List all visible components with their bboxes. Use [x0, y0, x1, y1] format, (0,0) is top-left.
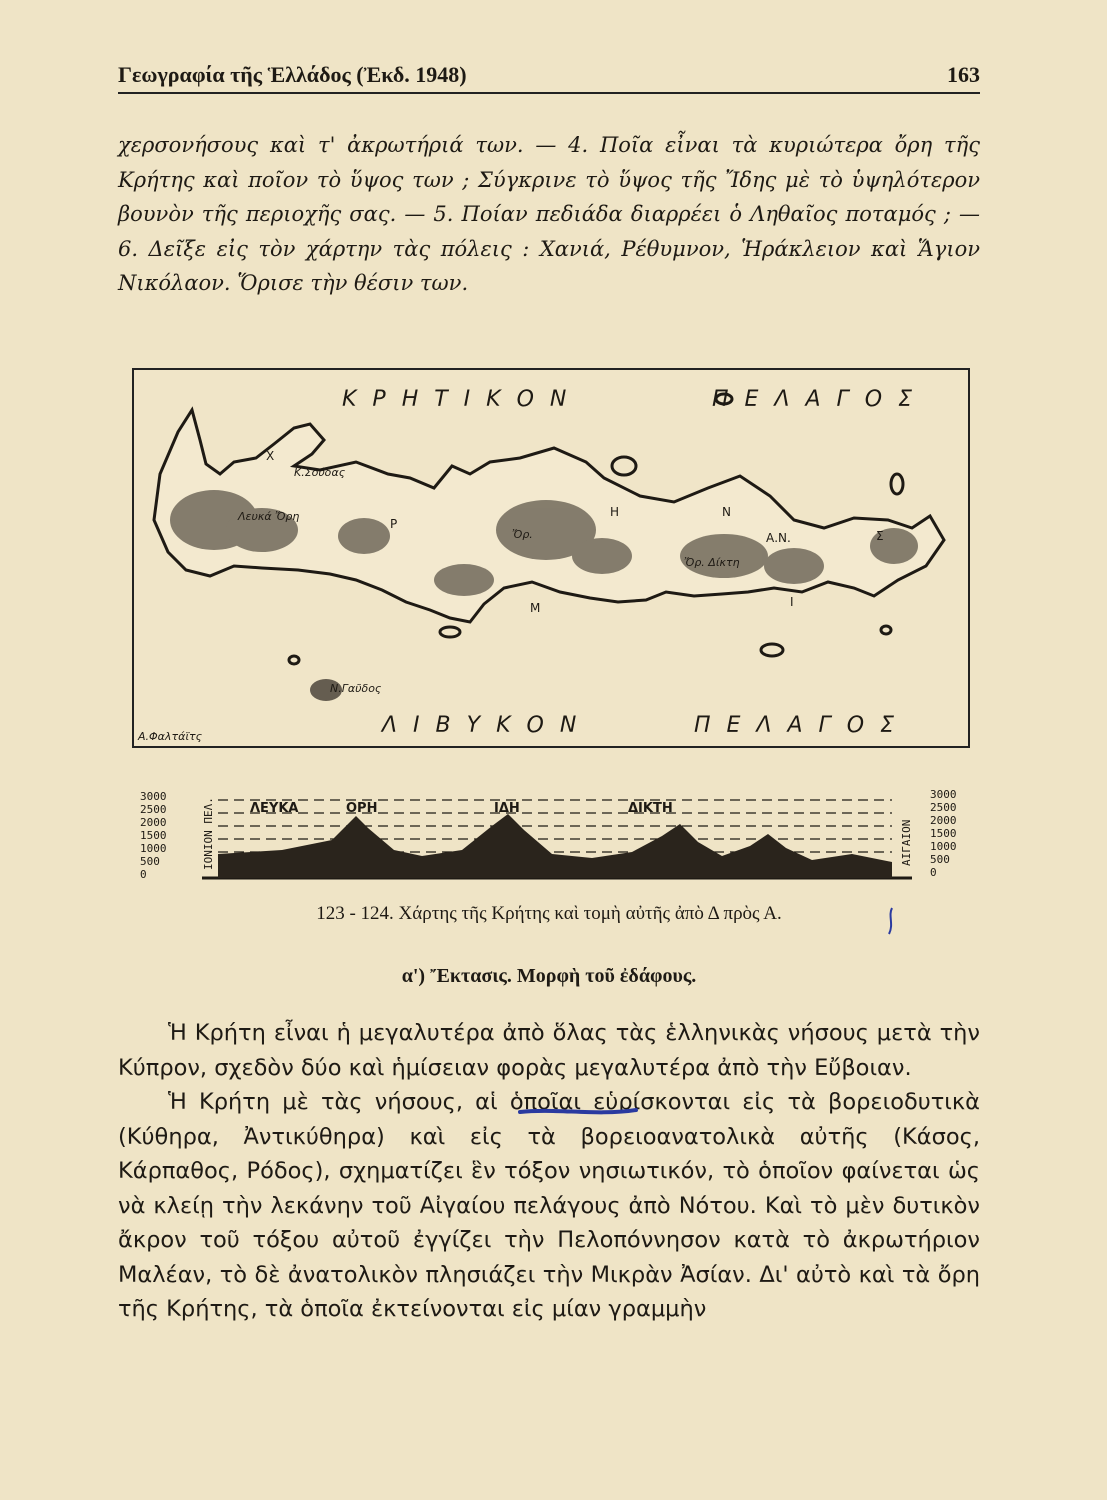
figure-caption: 123 - 124. Χάρτης τῆς Κρήτης καὶ τομὴ αὐτῆς ἀπὸ Δ πρὸς Α.	[316, 903, 782, 924]
label-lefka-ori: Λευκά Ὄρη	[238, 510, 300, 523]
pen-underline-mark	[516, 1104, 640, 1118]
left-scale	[140, 790, 215, 881]
pen-margin-mark	[884, 906, 898, 936]
town-moires: Μ	[530, 601, 541, 615]
page-header	[118, 56, 980, 94]
left-tick-1500: 1500	[140, 829, 167, 842]
town-agios-nikolaos: Α.Ν.	[766, 531, 791, 545]
town-chania: Χ	[266, 449, 275, 463]
left-tick-0: 0	[140, 868, 147, 881]
elevation-profile	[132, 770, 966, 892]
right-tick-3000: 3000	[930, 788, 957, 801]
right-tick-1000: 1000	[930, 840, 957, 853]
page-number: 163	[947, 62, 980, 87]
map-artist-signature: Α.Φαλτάϊτς	[138, 730, 203, 743]
sea-label-north: ΚΡΗΤΙΚΟΝ	[342, 387, 583, 412]
peak-label-idi: ΙΔΗ	[494, 801, 520, 816]
label-ida: Ὄρ.	[512, 528, 533, 541]
town-neapoli: Ν	[722, 505, 731, 519]
town-ierapetra: Ι	[790, 595, 794, 609]
left-sea-label: ΙΟΝΙΟΝ ΠΕΛ.	[202, 797, 215, 870]
map-drawing	[134, 370, 968, 746]
peak-label-ori: ΟΡΗ	[346, 801, 378, 816]
review-questions: χερσονήσους καὶ τ' ἀκρωτήριά των. — 4. Ποῖα εἶναι τὰ κυριώτερα ὄρη τῆς Κρήτης καὶ ποῖον τὸ ὕψος των ; Σύγκρινε τὸ ὕψος τῆς Ἴδης μὲ τὸ ὑψηλότερον βουνὸν τῆς περιοχῆς σας. — 5. Ποίαν πεδιάδα διαρρέει ὁ Ληθαῖος ποταμός ; — 6. Δεῖξε εἰς τὸν χάρτην τὰς πόλεις : Χανιά, Ρέθυμνον, Ἡράκλειον καὶ Ἅγιον Νικόλαον. Ὅρισε τὴν θέσιν των.	[118, 133, 980, 295]
profile-drawing	[132, 770, 966, 892]
sea-label-south: ΛΙΒΥΚΟΝ	[382, 713, 593, 738]
paragraph-1: Ἡ Κρήτη εἶναι ἡ μεγαλυτέρα ἀπὸ ὅλας τὰς ἑλληνικὰς νήσους μετὰ τὴν Κύπρον, σχεδὸν δύο καὶ ἡμίσειαν φορὰς μεγαλυτέρα ἀπὸ τὴν Εὔβοιαν.	[118, 1020, 980, 1081]
town-sitia: Σ	[876, 529, 884, 543]
crete-map	[132, 368, 970, 748]
right-sea-label: ΑΙΓΑΙΟΝ	[900, 819, 913, 866]
sea-label-south-2: ΠΕΛΑΓΟΣ	[694, 713, 911, 738]
left-tick-3000: 3000	[140, 790, 167, 803]
town-heraklion: Η	[610, 505, 620, 519]
right-tick-0: 0	[930, 866, 937, 879]
right-tick-2000: 2000	[930, 814, 957, 827]
sea-label-north-2: ΠΕΛΑΓΟΣ	[712, 387, 929, 412]
left-tick-1000: 1000	[140, 842, 167, 855]
town-rethymno: Ρ	[390, 517, 398, 531]
right-tick-500: 500	[930, 853, 950, 866]
peak-label-dikti: ΔΙΚΤΗ	[628, 801, 673, 816]
right-scale	[900, 788, 957, 879]
paragraph-2: Ἡ Κρήτη μὲ τὰς νήσους, αἱ ὁποῖαι εὑρίσκονται εἰς τὰ βορειοδυτικὰ (Κύθηρα, Ἀντικύθηρα) καὶ εἰς τὰ βορειοανατολικὰ αὐτῆς (Κάσος, Κάρπαθος, Ρόδος), σχηματίζει ἓν τόξον νησιωτικόν, τὸ ὁποῖον φαίνεται ὡς νὰ κλείῃ τὴν λεκάνην τοῦ Αἰγαίου πελάγους ἀπὸ Νότου. Καὶ τὸ μὲν δυτικὸν ἄκρον τοῦ τόξου αὐτοῦ ἐγγίζει τὴν Πελοπόννησον κατὰ τὸ ἀκρωτήριον Μαλέαν, τὸ δὲ ἀνατολικὸν πλησιάζει τὴν Μικρὰν Ἀσίαν. Δι' αὐτὸ καὶ τὰ ὄρη τῆς Κρήτης, τὰ ὁποῖα ἐκτείνονται εἰς μίαν γραμμὴν	[118, 1089, 980, 1322]
right-tick-1500: 1500	[930, 827, 957, 840]
section-heading: α') Ἔκτασις. Μορφὴ τοῦ ἐδάφους.	[401, 965, 697, 987]
left-tick-2000: 2000	[140, 816, 167, 829]
left-tick-500: 500	[140, 855, 160, 868]
body-text	[118, 1016, 980, 1327]
label-dikti: Ὄρ. Δίκτη	[684, 556, 740, 569]
gavdos-label: Ν.Γαῦδος	[330, 682, 382, 695]
right-tick-2500: 2500	[930, 801, 957, 814]
peak-label-lefka: ΛΕΥΚΑ	[250, 801, 299, 816]
terrain-silhouette	[218, 814, 892, 878]
left-tick-2500: 2500	[140, 803, 167, 816]
running-title: Γεωγραφία τῆς Ἑλλάδος (Ἐκδ. 1948)	[118, 62, 467, 87]
label-souda: Κ.Σούδας	[294, 466, 346, 479]
